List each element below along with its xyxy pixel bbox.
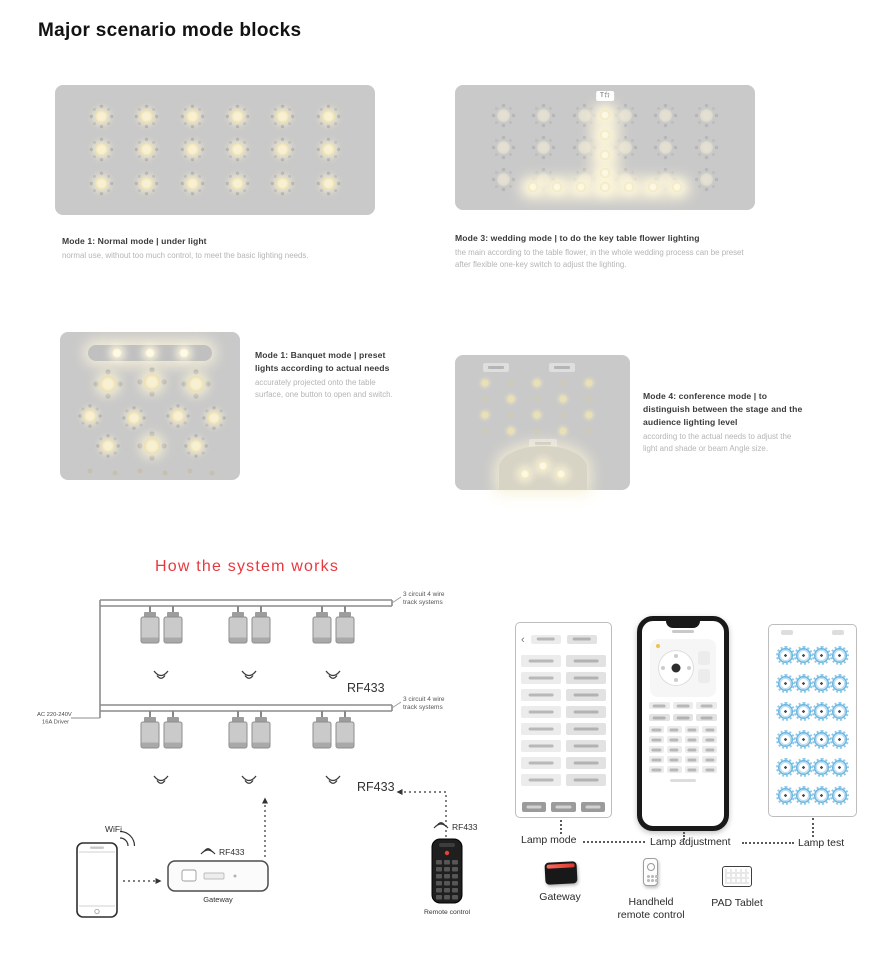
label-connector: [583, 841, 645, 843]
mode-footer-button: [522, 802, 546, 812]
audience-light: [560, 412, 567, 419]
phone-button: [673, 714, 694, 721]
mode-list-row: [521, 689, 606, 701]
remote-button: [436, 895, 442, 900]
phone-button: [649, 726, 664, 733]
mode-conference-heading: Mode 4: conference mode | to distinguish between the stage and the audience lighting level: [643, 391, 803, 427]
handheld-remote-icon: [643, 858, 658, 886]
remote-button: [436, 888, 442, 893]
test-lamp: [814, 676, 829, 691]
home-indicator: [670, 779, 696, 782]
audience-light: [508, 428, 515, 435]
ceiling-light: [186, 110, 199, 123]
test-lamp: [832, 704, 847, 719]
phone-button: [667, 736, 682, 743]
audience-light: [586, 412, 593, 419]
bright-light: [576, 182, 586, 192]
phone-button: [667, 746, 682, 753]
track-light: [141, 711, 159, 748]
remote-button: [436, 860, 442, 865]
audience-light: [508, 380, 515, 387]
test-lamp: [778, 760, 793, 775]
remote-button: [444, 895, 450, 900]
header-tab: [531, 635, 561, 644]
test-lamp: [814, 788, 829, 803]
ceiling-light: [276, 143, 289, 156]
audience-light: [534, 380, 541, 387]
page-title: Major scenario mode blocks: [38, 20, 302, 41]
phone-button: [702, 766, 717, 773]
track-light: [164, 711, 182, 748]
bright-light: [600, 182, 610, 192]
banquet-light-big: [144, 374, 160, 390]
phone-button: [685, 756, 700, 763]
gateway-label: Gateway: [203, 895, 233, 904]
lamp-mode-label: Lamp mode: [521, 834, 577, 846]
ceiling-light: [95, 177, 108, 190]
mode-banquet-panel: [60, 332, 240, 480]
normal-lights-grid: [79, 100, 351, 200]
test-lamp: [832, 788, 847, 803]
mode-button: [566, 706, 606, 718]
wifi-label: WiFi: [105, 824, 122, 834]
banquet-light-big: [188, 376, 204, 392]
phone-button: [667, 726, 682, 733]
ceiling-light: [276, 110, 289, 123]
lamp-mode-screen: [515, 622, 612, 818]
audience-light: [560, 428, 567, 435]
power-label-line1: AC 220-240V: [37, 712, 72, 718]
audience-light: [586, 396, 593, 403]
mode-button: [521, 672, 561, 684]
bright-light: [600, 168, 610, 178]
phone-notch: [666, 620, 700, 628]
power-label-line2: 16A Driver: [42, 719, 70, 726]
mode-wedding-panel: [455, 85, 755, 210]
mode-normal-panel: [55, 85, 375, 215]
track-light: [229, 606, 247, 643]
ceiling-light: [186, 143, 199, 156]
mode-list-row: [521, 706, 606, 718]
mode-button: [566, 740, 606, 752]
smartphone-device: [77, 843, 117, 917]
ceiling-light: [322, 177, 335, 190]
track-light: [252, 711, 270, 748]
ceiling-light: [95, 143, 108, 156]
panel-chip: [781, 630, 793, 635]
rf-signal-icon: [326, 776, 340, 783]
screen-title-bar: [672, 630, 694, 633]
lamp-adjustment-label: Lamp adjustment: [650, 836, 731, 848]
banquet-light: [128, 412, 141, 425]
banquet-light-big: [100, 376, 116, 392]
track2-label-leader: [392, 702, 401, 708]
lamp-test-screen: [768, 624, 857, 817]
test-lamp: [814, 760, 829, 775]
lamp-mode-footer: [522, 802, 605, 812]
label-connector: [683, 832, 685, 840]
gateway-rf433-icon: [201, 849, 215, 854]
remote-button: [452, 874, 458, 879]
mode-list-row: [521, 774, 606, 786]
test-lamp: [778, 732, 793, 747]
test-lamp: [832, 760, 847, 775]
rf-signal-icon: [154, 671, 168, 678]
rf433-label-track1: RF433: [347, 681, 385, 695]
bright-light: [528, 182, 538, 192]
ceiling-light: [276, 177, 289, 190]
phone-button: [649, 746, 664, 753]
ceiling-light: [95, 110, 108, 123]
bright-light: [552, 182, 562, 192]
phone-button: [649, 714, 670, 721]
rf-signal-icon: [326, 671, 340, 678]
remote-button: [436, 874, 442, 879]
remote-button: [436, 867, 442, 872]
banquet-light: [172, 410, 185, 423]
remote-button: [452, 895, 458, 900]
mode-wedding-caption: [455, 232, 753, 271]
mode-button: [521, 757, 561, 769]
phone-button: [702, 736, 717, 743]
audience-light: [534, 396, 541, 403]
remote-uplink: [397, 792, 446, 837]
handheld-remote-label: [602, 896, 700, 922]
small-light: [113, 471, 118, 476]
small-light: [138, 469, 143, 474]
mode-banquet-caption: [255, 349, 405, 401]
stage-lights: [499, 446, 587, 490]
mode-button: [566, 689, 606, 701]
audience-light: [534, 428, 541, 435]
side-controls: [698, 651, 710, 683]
test-lamp-grid: [777, 641, 848, 810]
phone-button: [667, 756, 682, 763]
phone-button: [696, 714, 717, 721]
mode-button: [521, 689, 561, 701]
audience-light: [482, 396, 489, 403]
test-lamp: [832, 676, 847, 691]
ceiling-light: [186, 177, 199, 190]
pad-tablet-label: PAD Tablet: [711, 897, 763, 909]
test-lamp: [778, 648, 793, 663]
phone-button: [649, 702, 670, 709]
remote-button: [452, 881, 458, 886]
stage-area: [499, 446, 587, 490]
banquet-light: [84, 410, 97, 423]
test-lamp: [832, 648, 847, 663]
remote-button: [452, 888, 458, 893]
small-light: [163, 471, 168, 476]
track-light: [229, 711, 247, 748]
remote-button: [436, 881, 442, 886]
phone-button: [702, 756, 717, 763]
banquet-light: [208, 412, 221, 425]
test-lamp: [796, 704, 811, 719]
bright-light: [624, 182, 634, 192]
rf-signal-icon: [154, 776, 168, 783]
test-lamp: [796, 648, 811, 663]
phone-button: [649, 756, 664, 763]
audience-light: [482, 428, 489, 435]
remote-rf433-label: RF433: [452, 822, 478, 832]
mode-wedding-desc: the main according to the table flower, in the whole wedding process can be preset after flexible one-key switch to adjust the lighting.: [455, 247, 744, 269]
bright-light: [672, 182, 682, 192]
track-light: [336, 711, 354, 748]
ceiling-light: [231, 177, 244, 190]
ceiling-light: [322, 143, 335, 156]
track-light: [336, 606, 354, 643]
gateway-rf433-label: RF433: [219, 847, 245, 857]
rf433-label-track2: RF433: [357, 780, 395, 794]
audience-light: [560, 396, 567, 403]
mode-button: [566, 723, 606, 735]
quick-buttons-row: [649, 714, 717, 721]
test-lamp: [778, 788, 793, 803]
lamp-test-label: Lamp test: [798, 837, 845, 849]
gateway-light-strip: [547, 863, 575, 868]
audience-light: [508, 396, 515, 403]
audience-light: [586, 428, 593, 435]
mode-conference-panel: [455, 355, 630, 490]
phone-button: [685, 736, 700, 743]
mode-button: [521, 740, 561, 752]
remote-rf433-icon: [434, 823, 448, 828]
track1-label-line1: 3 circuit 4 wire: [403, 591, 445, 598]
header-tab: [567, 635, 597, 644]
remote-button: [444, 881, 450, 886]
mode-list-row: [521, 757, 606, 769]
phone-button: [696, 702, 717, 709]
mode-list-row: [521, 740, 606, 752]
pad-tablet-icon: [722, 866, 752, 887]
mode-banquet-desc: accurately projected onto the table surface, one button to open and switch.: [255, 377, 393, 399]
test-lamp: [796, 676, 811, 691]
ceiling-light: [231, 143, 244, 156]
dpad-card: [650, 639, 716, 697]
gateway-product-icon: [544, 861, 577, 885]
banquet-light: [190, 440, 203, 453]
track-lights: [141, 606, 354, 748]
mode-list-row: [521, 655, 606, 667]
remote-button: [444, 867, 450, 872]
remote-button: [444, 860, 450, 865]
audience-light: [482, 412, 489, 419]
bright-light: [600, 110, 610, 120]
stage-light: [556, 469, 566, 479]
remote-button: [444, 874, 450, 879]
track2-label-line1: 3 circuit 4 wire: [403, 696, 445, 703]
lamp-adjustment-phone: [637, 616, 729, 831]
remote-button: [452, 867, 458, 872]
test-lamp: [778, 676, 793, 691]
quick-buttons-row: [649, 702, 717, 709]
mode-list-row: [521, 723, 606, 735]
banquet-lights: [60, 332, 240, 480]
track2-label-line2: track systems: [403, 704, 443, 711]
t-stage-label: T台: [596, 91, 614, 101]
mode-button: [521, 655, 561, 667]
dpad-control: [658, 650, 694, 686]
remote-label: Remote control: [423, 909, 471, 916]
rf-signal-icon: [242, 671, 256, 678]
track1-label-line2: track systems: [403, 599, 443, 606]
handheld-label-line1: Handheld: [628, 896, 674, 908]
bright-light: [600, 150, 610, 160]
mode-wedding-heading: Mode 3: wedding mode | to do the key table flower lighting: [455, 233, 700, 243]
audience-light: [482, 380, 489, 387]
audience-light: [508, 412, 515, 419]
test-lamp: [814, 732, 829, 747]
mode-conference-desc: according to the actual needs to adjust the light and shade or beam Angle size.: [643, 431, 792, 453]
ceiling-light: [140, 143, 153, 156]
panel-chip: [832, 630, 844, 635]
phone-button: [685, 746, 700, 753]
mode-button: [521, 774, 561, 786]
test-lamp: [796, 760, 811, 775]
small-light: [188, 469, 193, 474]
label-connector: [560, 820, 562, 834]
mode-button: [521, 723, 561, 735]
track-light: [313, 606, 331, 643]
ceiling-light: [140, 110, 153, 123]
lamp-mode-header: [521, 630, 606, 648]
phone-button: [667, 766, 682, 773]
mode-button: [566, 757, 606, 769]
phone-button: [673, 702, 694, 709]
track-light: [313, 711, 331, 748]
test-lamp: [796, 732, 811, 747]
phone-button: [649, 736, 664, 743]
adjustment-button-grid: [649, 726, 717, 773]
test-lamp: [814, 648, 829, 663]
label-connector: [812, 818, 814, 837]
label-connector: [742, 842, 794, 844]
phone-button: [649, 766, 664, 773]
track1-label-leader: [392, 597, 401, 603]
ceiling-light: [322, 110, 335, 123]
banquet-light-big: [144, 438, 160, 454]
back-icon: [521, 630, 525, 648]
mode-normal-heading: Mode 1: Normal mode | under light: [62, 236, 207, 246]
track-light: [164, 606, 182, 643]
small-light: [88, 469, 93, 474]
remote-button: [444, 888, 450, 893]
test-lamp: [796, 788, 811, 803]
remote-button: [452, 860, 458, 865]
bright-light: [648, 182, 658, 192]
dpad-center: [672, 664, 681, 673]
phone-button: [702, 746, 717, 753]
phone-button: [685, 766, 700, 773]
mode-button: [566, 672, 606, 684]
stage-light: [538, 461, 548, 471]
gateway-device: [168, 861, 268, 891]
mode-normal-desc: normal use, without too much control, to meet the basic lighting needs.: [62, 250, 309, 260]
system-diagram: [35, 585, 510, 960]
stage-light: [520, 469, 530, 479]
mode-button: [566, 774, 606, 786]
gateway-product-label: Gateway: [539, 891, 581, 903]
test-lamp: [778, 704, 793, 719]
rf-signal-icon: [242, 776, 256, 783]
wedding-bright-lights: [455, 85, 755, 210]
remote-control-device: [432, 839, 462, 903]
track-rail-1: [100, 600, 392, 606]
mode-banquet-heading: Mode 1: Banquet mode | preset lights according to actual needs: [255, 350, 390, 373]
mode-footer-button: [581, 802, 605, 812]
ceiling-light: [140, 177, 153, 190]
mode-conference-caption: [643, 390, 803, 454]
mode-footer-button: [551, 802, 575, 812]
test-lamp: [832, 732, 847, 747]
ceiling-light: [231, 110, 244, 123]
accent-dot: [656, 644, 660, 648]
phone-button: [685, 726, 700, 733]
audience-light: [560, 380, 567, 387]
track-rail-2: [100, 705, 392, 711]
test-lamp: [814, 704, 829, 719]
phone-button: [702, 726, 717, 733]
mode-button: [521, 706, 561, 718]
audience-light: [586, 380, 593, 387]
track-light: [141, 606, 159, 643]
wifi-signal-icon: [120, 832, 135, 847]
bright-light: [600, 130, 610, 140]
system-section-title: How the system works: [155, 558, 340, 575]
small-light: [210, 471, 215, 476]
mode-normal-caption: [62, 235, 374, 262]
banquet-light: [102, 440, 115, 453]
mode-button: [566, 655, 606, 667]
mode-list-row: [521, 672, 606, 684]
audience-light: [534, 412, 541, 419]
mode-button-list: [521, 655, 606, 786]
track-light: [252, 606, 270, 643]
handheld-label-line2: remote control: [617, 909, 685, 921]
